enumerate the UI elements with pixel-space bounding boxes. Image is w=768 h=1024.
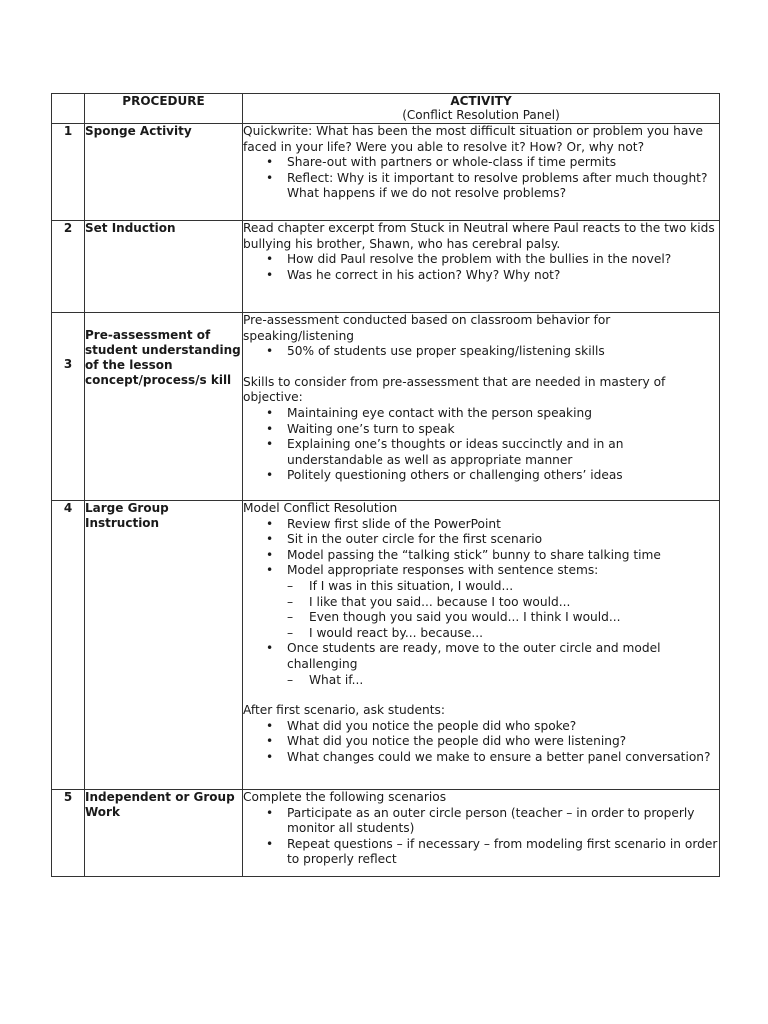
row-number: 4 <box>52 501 85 790</box>
procedure-cell: Sponge Activity <box>85 124 243 221</box>
activity-cell <box>243 313 720 501</box>
activity-intro-secondary: Skills to consider from pre-assessment that are needed in mastery of objective: <box>243 374 666 405</box>
activity-cell <box>243 790 720 877</box>
list-item: • Maintaining eye contact with the person speaking <box>287 406 719 422</box>
header-activity <box>243 94 720 124</box>
sentence-stem: – Even though you said you would... I think I would... <box>309 610 719 626</box>
list-item: • Politely questioning others or challenging others’ ideas <box>287 468 719 484</box>
lesson-plan-table <box>51 93 720 877</box>
header-number-cell <box>52 94 85 124</box>
sentence-stem: – What if... <box>309 673 719 689</box>
activity-intro: Complete the following scenarios <box>243 790 447 804</box>
list-item: • Repeat questions – if necessary – from modeling first scenario in order to properly reflect <box>287 837 719 868</box>
list-item: • What changes could we make to ensure a better panel conversation? <box>287 750 719 766</box>
table-row <box>52 124 720 221</box>
row-number: 5 <box>52 790 85 877</box>
activity-content <box>243 501 719 789</box>
activity-intro: Quickwrite: What has been the most difficult situation or problem you have faced in your life? Were you able to resolve it? How? Or, why not? <box>243 124 704 154</box>
list-item: • Review first slide of the PowerPoint <box>287 517 719 533</box>
table-row <box>52 501 720 790</box>
bullet-list <box>243 155 719 202</box>
list-item-text: Once students are ready, move to the outer circle and model challenging <box>287 641 661 671</box>
header-activity-subtitle: (Conflict Resolution Panel) <box>402 108 560 122</box>
procedure-cell: Independent or Group Work <box>85 790 243 877</box>
sentence-stem-list <box>287 579 719 641</box>
list-item: • Explaining one’s thoughts or ideas succinctly and in an understandable as well as appropriate manner <box>287 437 719 468</box>
list-item: • What did you notice the people did who spoke? <box>287 719 719 735</box>
bullet-list <box>243 806 719 868</box>
list-item <box>287 641 719 688</box>
activity-cell <box>243 501 720 790</box>
list-item: • Reflect: Why is it important to resolve problems after much thought? What happens if we do not resolve problems? <box>287 171 719 202</box>
list-item: • Sit in the outer circle for the first scenario <box>287 532 719 548</box>
list-item: • 50% of students use proper speaking/listening skills <box>287 344 719 360</box>
list-item: • Waiting one’s turn to speak <box>287 422 719 438</box>
bullet-list <box>243 517 719 689</box>
row-number: 3 <box>52 313 85 501</box>
list-item: • Share-out with partners or whole-class if time permits <box>287 155 719 171</box>
bullet-list-secondary <box>243 719 719 766</box>
spacer <box>243 688 719 703</box>
activity-cell <box>243 124 720 221</box>
table-header-row <box>52 94 720 124</box>
sentence-stem: – I like that you said... because I too would... <box>309 595 719 611</box>
sentence-stem-list <box>287 673 719 689</box>
row-number: 2 <box>52 221 85 313</box>
activity-cell <box>243 221 720 313</box>
bullet-list-secondary <box>243 406 719 484</box>
list-item: • Was he correct in his action? Why? Why not? <box>287 268 719 284</box>
list-item: • How did Paul resolve the problem with the bullies in the novel? <box>287 252 719 268</box>
sentence-stem: – I would react by... because... <box>309 626 719 642</box>
row-number: 1 <box>52 124 85 221</box>
activity-intro: Pre-assessment conducted based on classroom behavior for speaking/listening <box>243 313 611 343</box>
sentence-stem: – If I was in this situation, I would... <box>309 579 719 595</box>
list-item <box>287 563 719 641</box>
activity-intro: Read chapter excerpt from Stuck in Neutral where Paul reacts to the two kids bullying his brother, Shawn, who has cerebral palsy. <box>243 221 715 251</box>
header-activity-title: ACTIVITY <box>450 94 512 108</box>
bullet-list <box>243 252 719 283</box>
procedure-cell: Large Group Instruction <box>85 501 243 790</box>
activity-intro: Model Conflict Resolution <box>243 501 398 515</box>
table-row <box>52 790 720 877</box>
list-item: • Model passing the “talking stick” bunny to share talking time <box>287 548 719 564</box>
header-procedure: PROCEDURE <box>85 94 243 124</box>
list-item: • What did you notice the people did who were listening? <box>287 734 719 750</box>
procedure-cell: Pre-assessment of student understanding of the lesson concept/process/s kill <box>85 313 243 501</box>
table-row <box>52 313 720 501</box>
spacer <box>243 360 719 375</box>
list-item: • Participate as an outer circle person (teacher – in order to properly monitor all students) <box>287 806 719 837</box>
bullet-list <box>243 344 719 360</box>
activity-intro-secondary: After first scenario, ask students: <box>243 703 445 718</box>
procedure-cell: Set Induction <box>85 221 243 313</box>
list-item-text: Model appropriate responses with sentence stems: <box>287 563 599 578</box>
table-row <box>52 221 720 313</box>
